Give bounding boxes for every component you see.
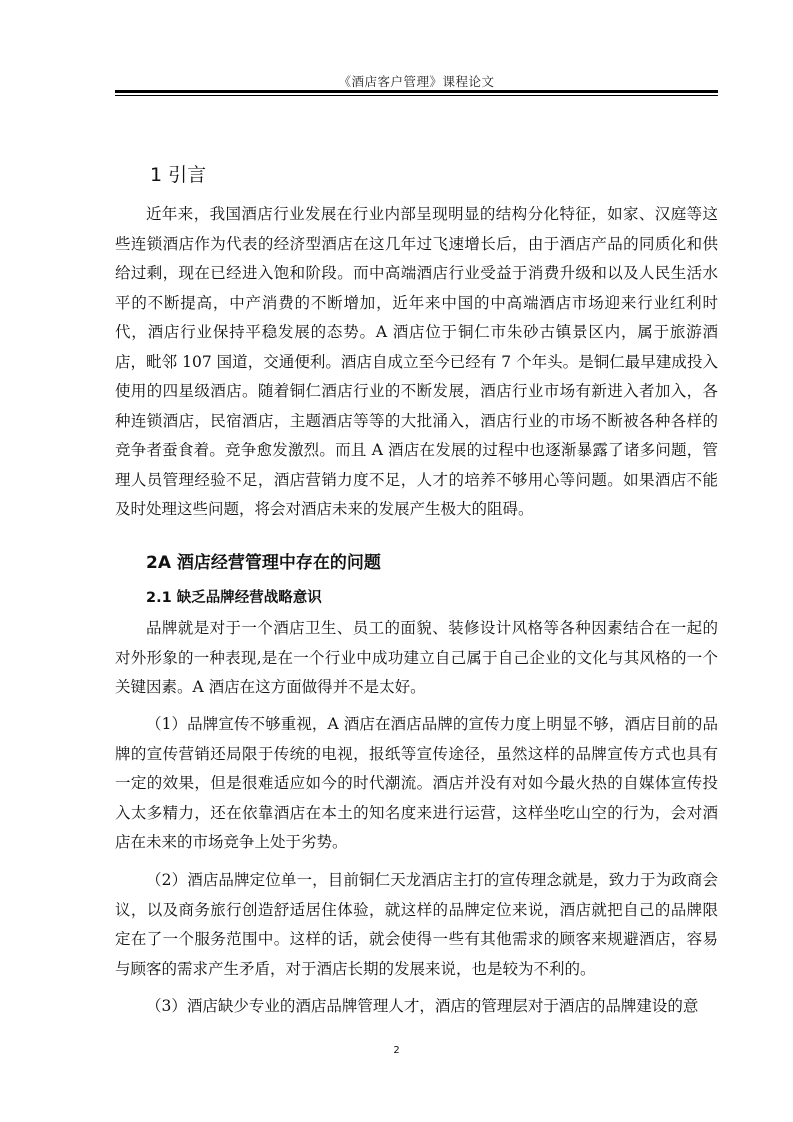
- intro-paragraph: 近年来，我国酒店行业发展在行业内部呈现明显的结构分化特征，如家、汉庭等这些连锁酒店作为代表的经济型酒店在这几年过飞速增长后，由于酒店产品的同质化和供给过剩，现在已经进入饱和阶段。而中高端酒店行业受益于消费升级和以及人民生活水平的不断提高，中产消费的不断增加，近年来中国的中高端酒店市场迎来行业红利时代，酒店行业保持平稳发展的态势。A 酒店位于铜仁市朱砂古镇景区内，属于旅游酒店，毗邻 107 国道，交通便利。酒店自成立至今已经有 7 个年头。是铜仁最早建成投入使用的四星级酒店。随着铜仁酒店行业的不断发展，酒店行业市场有新进入者加入，各种连锁酒店，民宿酒店，主题酒店等等的大批涌入，酒店行业的市场不断被各种各样的竞争者蚕食着。竞争愈发激烈。而且 A 酒店在发展的过程中也逐渐暴露了诸多问题，管理人员管理经验不足，酒店营销力度不足，人才的培养不够用心等问题。如果酒店不能及时处理这些问题，将会对酒店未来的发展产生极大的阻碍。: [115, 205, 718, 518]
- brand-paragraph: 品牌就是对于一个酒店卫生、员工的面貌、装修设计风格等各种因素结合在一起的对外形象的一种表现,是在一个行业中成功建立自己属于自己企业的文化与其风格的一个关键因素。A 酒店在这方面做得并不是太好。: [115, 619, 718, 696]
- point-1-paragraph: （1）品牌宣传不够重视，A 酒店在酒店品牌的宣传力度上明显不够，酒店目前的品牌的宣传营销还局限于传统的电视，报纸等宣传途径，虽然这样的品牌宣传方式也具有一定的效果，但是很难适应如今的时代潮流。酒店并没有对如今最火热的自媒体宣传投入太多精力，还在依靠酒店在本土的知名度来进行运营，这样坐吃山空的行为，会对酒店在未来的市场竞争上处于劣势。: [115, 715, 718, 851]
- problems-heading: 2A 酒店经营管理中存在的问题: [146, 553, 381, 573]
- page-number: 2: [393, 1045, 400, 1056]
- intro-heading: 1 引言: [150, 164, 207, 186]
- point-2-paragraph: （2）酒店品牌定位单一，目前铜仁天龙酒店主打的宣传理念就是，致力于为政商会议，以及商务旅行创造舒适居住体验，就这样的品牌定位来说，酒店就把自己的品牌限定在了一个服务范围中。这样的话，就会使得一些有其他需求的顾客来规避酒店，容易与顾客的需求产生矛盾，对于酒店长期的发展来说，也是较为不利的。: [115, 871, 718, 978]
- subsection-heading: 2.1 缺乏品牌经营战略意识: [146, 590, 322, 606]
- header-rule-thin: [115, 95, 718, 96]
- running-header: 《酒店客户管理》课程论文: [338, 74, 495, 89]
- point-3-paragraph: （3）酒店缺少专业的酒店品牌管理人才，酒店的管理层对于酒店的品牌建设的意: [146, 997, 699, 1015]
- header-rule-thick: [115, 90, 718, 93]
